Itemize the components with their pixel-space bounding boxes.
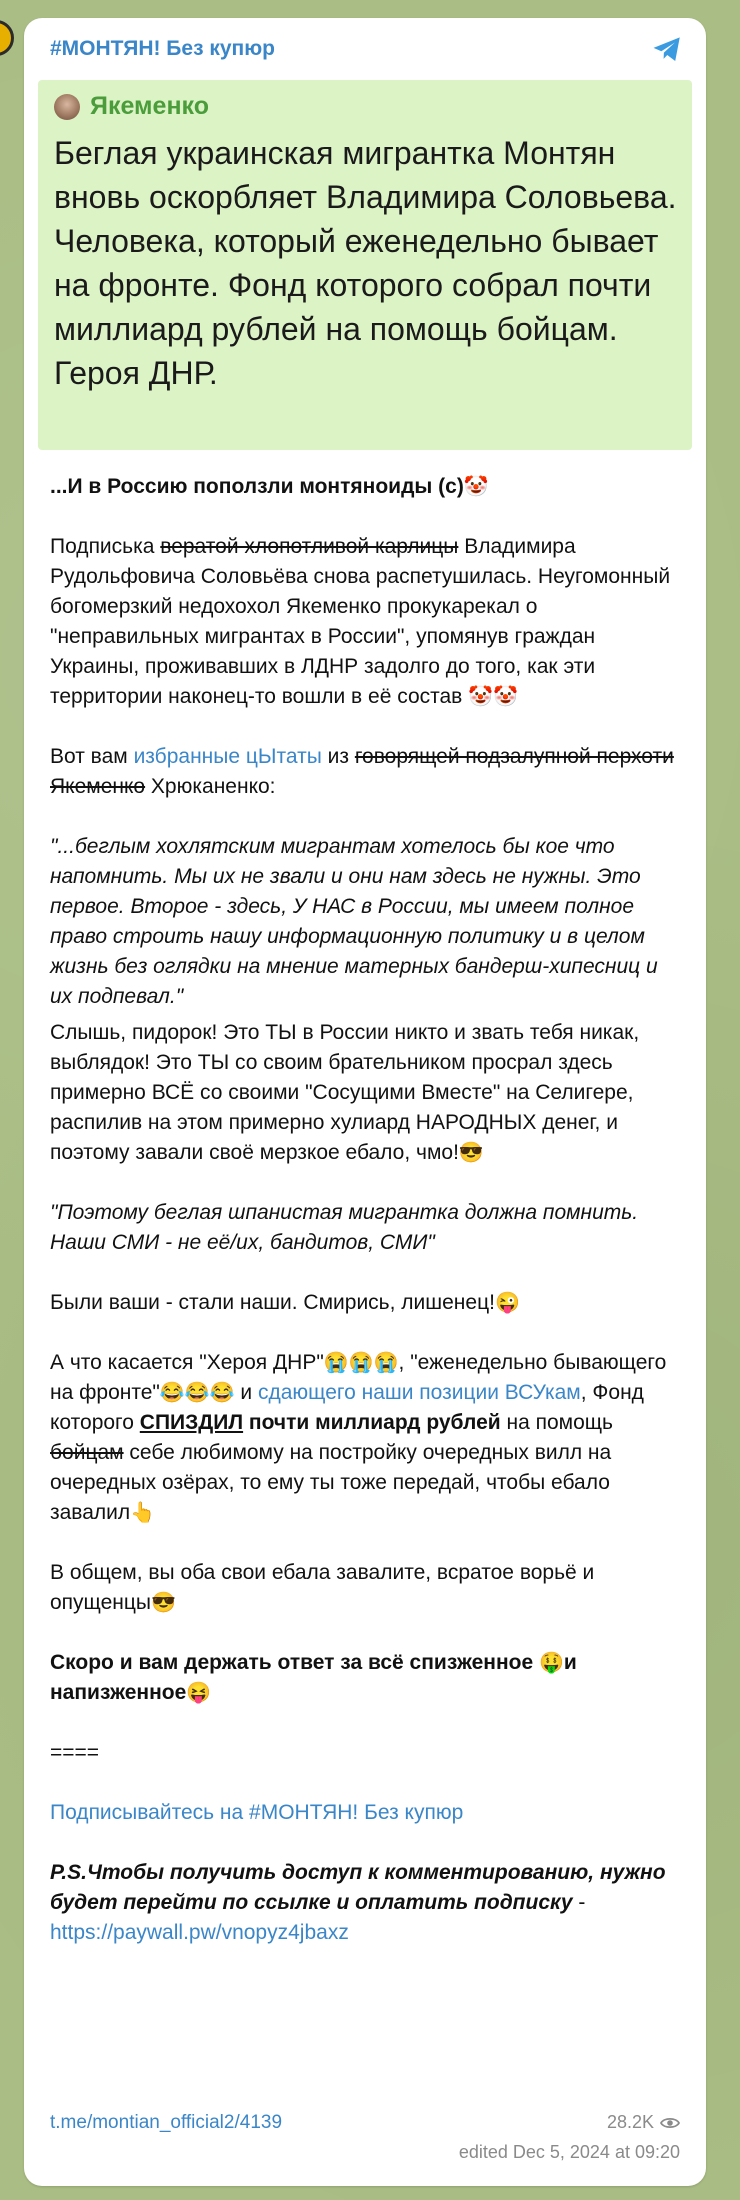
separator: ==== <box>50 1741 100 1764</box>
paragraph-4: Были ваши - стали наши. Смирись, лишенец!😜 <box>50 1291 520 1314</box>
wink-tongue-emoji: 😜 <box>494 1292 520 1314</box>
quote-2: "Поэтому беглая шпанистая мигрантка должна помнить. Наши СМИ - не её/их, бандитов, СМИ" <box>50 1201 639 1254</box>
quote-text: Беглая украинская мигрантка Монтян вновь оскорбляет Владимира Соловьева. Человека, который еженедельно бывает на фронте. Фонд которого собрал почти миллиард рублей на помощь бойцам. Героя ДНР. <box>54 135 677 391</box>
message-footer <box>50 2108 680 2168</box>
paragraph-7: Скоро и вам держать ответ за всё спизженное 🤑и напизженное😝 <box>50 1651 577 1704</box>
sunglasses-emoji: 😎 <box>458 1142 484 1164</box>
subscribe-link[interactable]: Подписывайтесь на #МОНТЯН! Без купюр <box>50 1801 464 1824</box>
paragraph-1: Подписька вератой хлопотливой карлицы Владимира Рудольфовича Соловьёва снова распетушилась. Неугомонный богомерзкий недохохол Якеменко прокукарекал о "неправильных мигрантах в России", упомянув граждан Украины, проживавших в ЛДНР задолго до того, как эти территории наконец-то вошли в её состав 🤡🤡 <box>50 535 671 708</box>
eye-icon <box>660 2116 680 2130</box>
sob-emoji: 😭 <box>323 1352 349 1374</box>
positions-link[interactable]: сдающего наши позиции ВСУкам <box>258 1381 581 1404</box>
channel-name[interactable]: #МОНТЯН! Без купюр <box>50 37 275 60</box>
paragraph-2: Вот вам избранные цЫтаты из говорящей подзалупной перхоти Якеменко Хрюканенко: <box>50 745 674 798</box>
share-icon[interactable] <box>650 32 684 66</box>
paywall-link[interactable]: https://paywall.pw/vnopyz4jbaxz <box>50 1921 349 1944</box>
author-avatar <box>54 94 80 120</box>
clown-emoji: 🤡 <box>463 476 489 498</box>
edited-timestamp: edited Dec 5, 2024 at 09:20 <box>458 2142 680 2162</box>
message-link[interactable]: t.me/montian_official2/4139 <box>50 2112 283 2133</box>
message-header <box>24 18 706 80</box>
sob-emoji: 😭 <box>373 1352 399 1374</box>
message-body <box>24 450 706 1948</box>
reply-quote[interactable] <box>38 80 692 450</box>
quotes-link[interactable]: избранные цЫтаты <box>133 745 322 768</box>
message-bubble <box>24 18 706 2186</box>
joy-emoji: 😂 <box>184 1382 210 1404</box>
paragraph-5: А что касается "Хероя ДНР"😭😭😭, "еженедельно бывающего на фронте"😂😂😂 и сдающего наши позиции ВСУкам, Фонд которого СПИЗДИЛ почти миллиард рублей на помощь бойцам себе любимому на постройку очередных вилл на очередных озёрах, то ему ты тоже передай, чтобы ебало завалил👆 <box>50 1351 667 1524</box>
squint-tongue-emoji: 😝 <box>186 1682 212 1704</box>
quote-author-name: Якеменко <box>90 92 210 120</box>
point-up-emoji: 👆 <box>130 1502 156 1524</box>
sob-emoji: 😭 <box>348 1352 374 1374</box>
money-mouth-emoji: 🤑 <box>539 1652 564 1674</box>
clown-emoji: 🤡 <box>493 686 518 708</box>
quote-1: "...беглым хохлятским мигрантам хотелось бы кое что напомнить. Мы их не звали и они нам здесь не нужны. Это первое. Второе - здесь, У НАС в России, мы имеем полное право строить нашу информационную политику и в целом жизнь без оглядки на мнение матерных бандерш-хипесниц и их подпевал." <box>50 835 658 1008</box>
joy-emoji: 😂 <box>159 1382 185 1404</box>
postscript: P.S.Чтобы получить доступ к комментированию, нужно будет перейти по ссылке и оплатить подписку - https://paywall.pw/vnopyz4jbaxz <box>50 1861 666 1944</box>
views-count: 28.2K <box>606 2112 654 2132</box>
post-title: ...И в Россию поползли монтяноиды (с)🤡 <box>50 475 489 498</box>
views-counter <box>607 2112 680 2133</box>
channel-avatar-edge[interactable] <box>0 20 14 56</box>
paragraph-3: Слышь, пидорок! Это ТЫ в России никто и звать тебя никак, выблядок! Это ТЫ со своим брательником просрал здесь примерно ВСЁ со своими "Сосущими Вместе" на Селигере, распилив на этом примерно хулиард НАРОДНЫХ денег, и поэтому завали своё мерзкое ебало, чмо!😎 <box>50 1021 640 1164</box>
paragraph-6: В общем, вы оба свои ебала завалите, всратое ворьё и опущенцы😎 <box>50 1561 595 1614</box>
sunglasses-emoji: 😎 <box>151 1592 176 1614</box>
clown-emoji: 🤡 <box>468 686 494 708</box>
quote-author <box>54 92 678 121</box>
joy-emoji: 😂 <box>209 1382 235 1404</box>
